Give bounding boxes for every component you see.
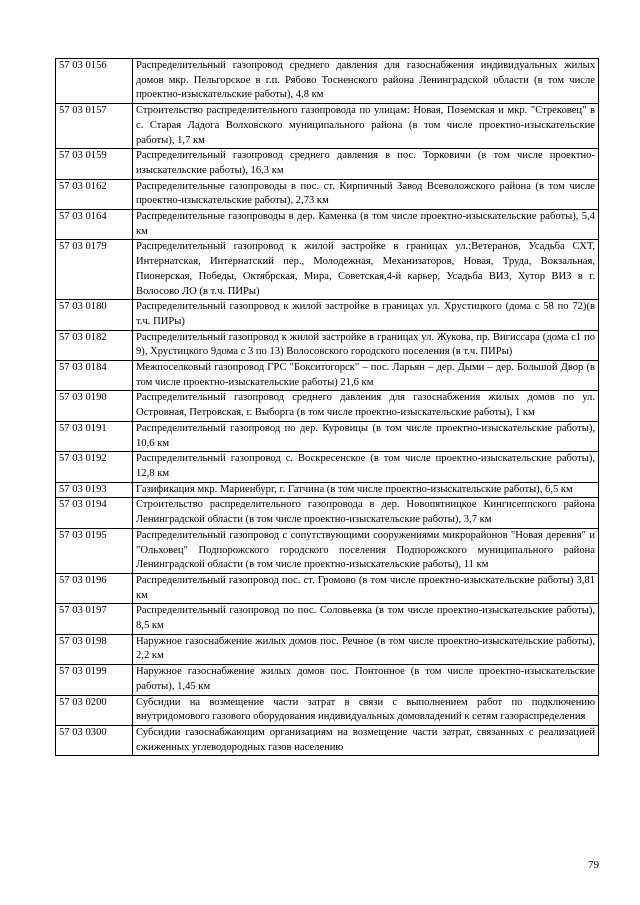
row-description: Распределительный газопровод с. Воскресенское (в том числе проектно-изыскательские работы), 12,8 км: [133, 452, 599, 482]
row-code: 57 03 0199: [56, 665, 133, 695]
row-code: 57 03 0197: [56, 604, 133, 634]
row-code: 57 03 0300: [56, 725, 133, 755]
table-row: [56, 300, 599, 330]
table-row: [56, 725, 599, 755]
table-row: [56, 528, 599, 573]
row-description: Распределительные газопроводы в дер. Каменка (в том числе проектно-изыскательские работы), 5,4 км: [133, 210, 599, 240]
row-description: Распределительный газопровод к жилой застройке в границах ул. Хрустицкого (дома с 58 по 72)(в т.ч. ПИРы): [133, 300, 599, 330]
table-row: [56, 59, 599, 104]
row-description: Строительство распределительного газопровода в дер. Новопятницкое Кингисеппского района Ленинградской области (в том числе проектно-изыскательские работы), 3,7 км: [133, 498, 599, 528]
row-code: 57 03 0184: [56, 361, 133, 391]
table-row: [56, 482, 599, 498]
table-row: [56, 330, 599, 360]
row-code: 57 03 0164: [56, 210, 133, 240]
row-description: Распределительный газопровод по дер. Куровицы (в том числе проектно-изыскательские работы), 10,6 км: [133, 421, 599, 451]
table-row: [56, 604, 599, 634]
row-description: Распределительные газопроводы в пос. ст. Кирпичный Завод Всеволожского района (в том числе проектно-изыскательские работы), 2,73 км: [133, 179, 599, 209]
table-row: [56, 104, 599, 149]
row-description: Строительство распределительного газопровода по улицам: Новая, Поземская и мкр. "Стрековец" в с. Старая Ладога Волховского муниципального района (в том числе проектно-изыскательские работы), 1,7 км: [133, 104, 599, 149]
row-code: 57 03 0194: [56, 498, 133, 528]
table-row: [56, 452, 599, 482]
row-description: Субсидии газоснабжающим организациям на возмещение части затрат, связанных с реализацией сжиженных углеводородных газов населению: [133, 725, 599, 755]
table-row: [56, 210, 599, 240]
table-row: [56, 421, 599, 451]
row-code: 57 03 0156: [56, 59, 133, 104]
row-code: 57 03 0198: [56, 634, 133, 664]
row-code: 57 03 0192: [56, 452, 133, 482]
row-description: Распределительный газопровод к жилой застройке в границах ул.:Ветеранов, Усадьба СХТ, Интернатская, Интернатский пер., Молодежная, Механизаторов, Новая, Труда, Вокзальная, Пионерская, Победы, Октябрская, Мира, Советская,4-й карьер, Усадьба ВИЗ, Хутор ВИЗ в г. Волосово ЛО (в т.ч. ПИРы): [133, 240, 599, 300]
table-row: [56, 634, 599, 664]
row-description: Межпоселковый газопровод ГРС "Бокситогорск" – пос. Ларьян – дер. Дыми – дер. Большой Двор (в том числе проектно-изыскательские работы) 21,6 км: [133, 361, 599, 391]
row-description: Наружное газоснабжение жилых домов пос. Речное (в том числе проектно-изыскательские работы), 2,2 км: [133, 634, 599, 664]
row-code: 57 03 0159: [56, 149, 133, 179]
table-row: [56, 149, 599, 179]
row-code: 57 03 0182: [56, 330, 133, 360]
table-row: [56, 498, 599, 528]
row-description: Наружное газоснабжение жилых домов пос. Понтонное (в том числе проектно-изыскательские работы), 1,45 км: [133, 665, 599, 695]
table-row: [56, 665, 599, 695]
budget-codes-table: [55, 58, 599, 756]
row-description: Распределительный газопровод по пос. Соловьевка (в том числе проектно-изыскательские работы), 8,5 км: [133, 604, 599, 634]
budget-codes-table-section: [55, 58, 599, 756]
row-description: Субсидии на возмещение части затрат в связи с выполнением работ по подключению внутридомового газового оборудования индивидуальных домовладений к сетям газораспределения: [133, 695, 599, 725]
row-description: Распределительный газопровод среднего давления для газоснабжения индивидуальных жилых домов мкр. Пельгорское в г.п. Рябово Тосненского района Ленинградской области (в том числе проектно-изыскательские работы), 4,8 км: [133, 59, 599, 104]
row-description: Распределительный газопровод с сопутствующими сооружениями микрорайонов "Новая деревня" и "Ольховец" Подпорожского городского поселения Подпорожского муниципального района Ленинградской области (в том числе проектно-изыскательские работы), 11 км: [133, 528, 599, 573]
table-row: [56, 361, 599, 391]
row-code: 57 03 0191: [56, 421, 133, 451]
row-description: Газификация мкр. Мариенбург, г. Гатчина (в том числе проектно-изыскательские работы), 6,5 км: [133, 482, 599, 498]
row-code: 57 03 0190: [56, 391, 133, 421]
table-row: [56, 240, 599, 300]
row-code: 57 03 0193: [56, 482, 133, 498]
row-code: 57 03 0196: [56, 573, 133, 603]
table-body: [56, 59, 599, 756]
row-description: Распределительный газопровод к жилой застройке в границах ул. Жукова, пр. Вигиссара (дома с1 по 9), Хрустицкого 9дома с 3 по 13) Волосовского городского поселения (в т.ч. ПИРы): [133, 330, 599, 360]
row-description: Распределительный газопровод пос. ст. Громово (в том числе проектно-изыскательские работы) 3,81 км: [133, 573, 599, 603]
row-code: 57 03 0200: [56, 695, 133, 725]
row-code: 57 03 0180: [56, 300, 133, 330]
page-number: 79: [588, 859, 599, 871]
row-code: 57 03 0195: [56, 528, 133, 573]
row-code: 57 03 0179: [56, 240, 133, 300]
row-code: 57 03 0157: [56, 104, 133, 149]
table-row: [56, 391, 599, 421]
row-code: 57 03 0162: [56, 179, 133, 209]
table-row: [56, 573, 599, 603]
table-row: [56, 179, 599, 209]
row-description: Распределительный газопровод среднего давления в пос. Торковичи (в том числе проектно-изыскательские работы), 16,3 км: [133, 149, 599, 179]
row-description: Распределительный газопровод среднего давления для газоснабжения жилых домов по ул. Островная, Петровская, г. Выборга (в том числе проектно-изыскательские работы), 1 км: [133, 391, 599, 421]
table-row: [56, 695, 599, 725]
